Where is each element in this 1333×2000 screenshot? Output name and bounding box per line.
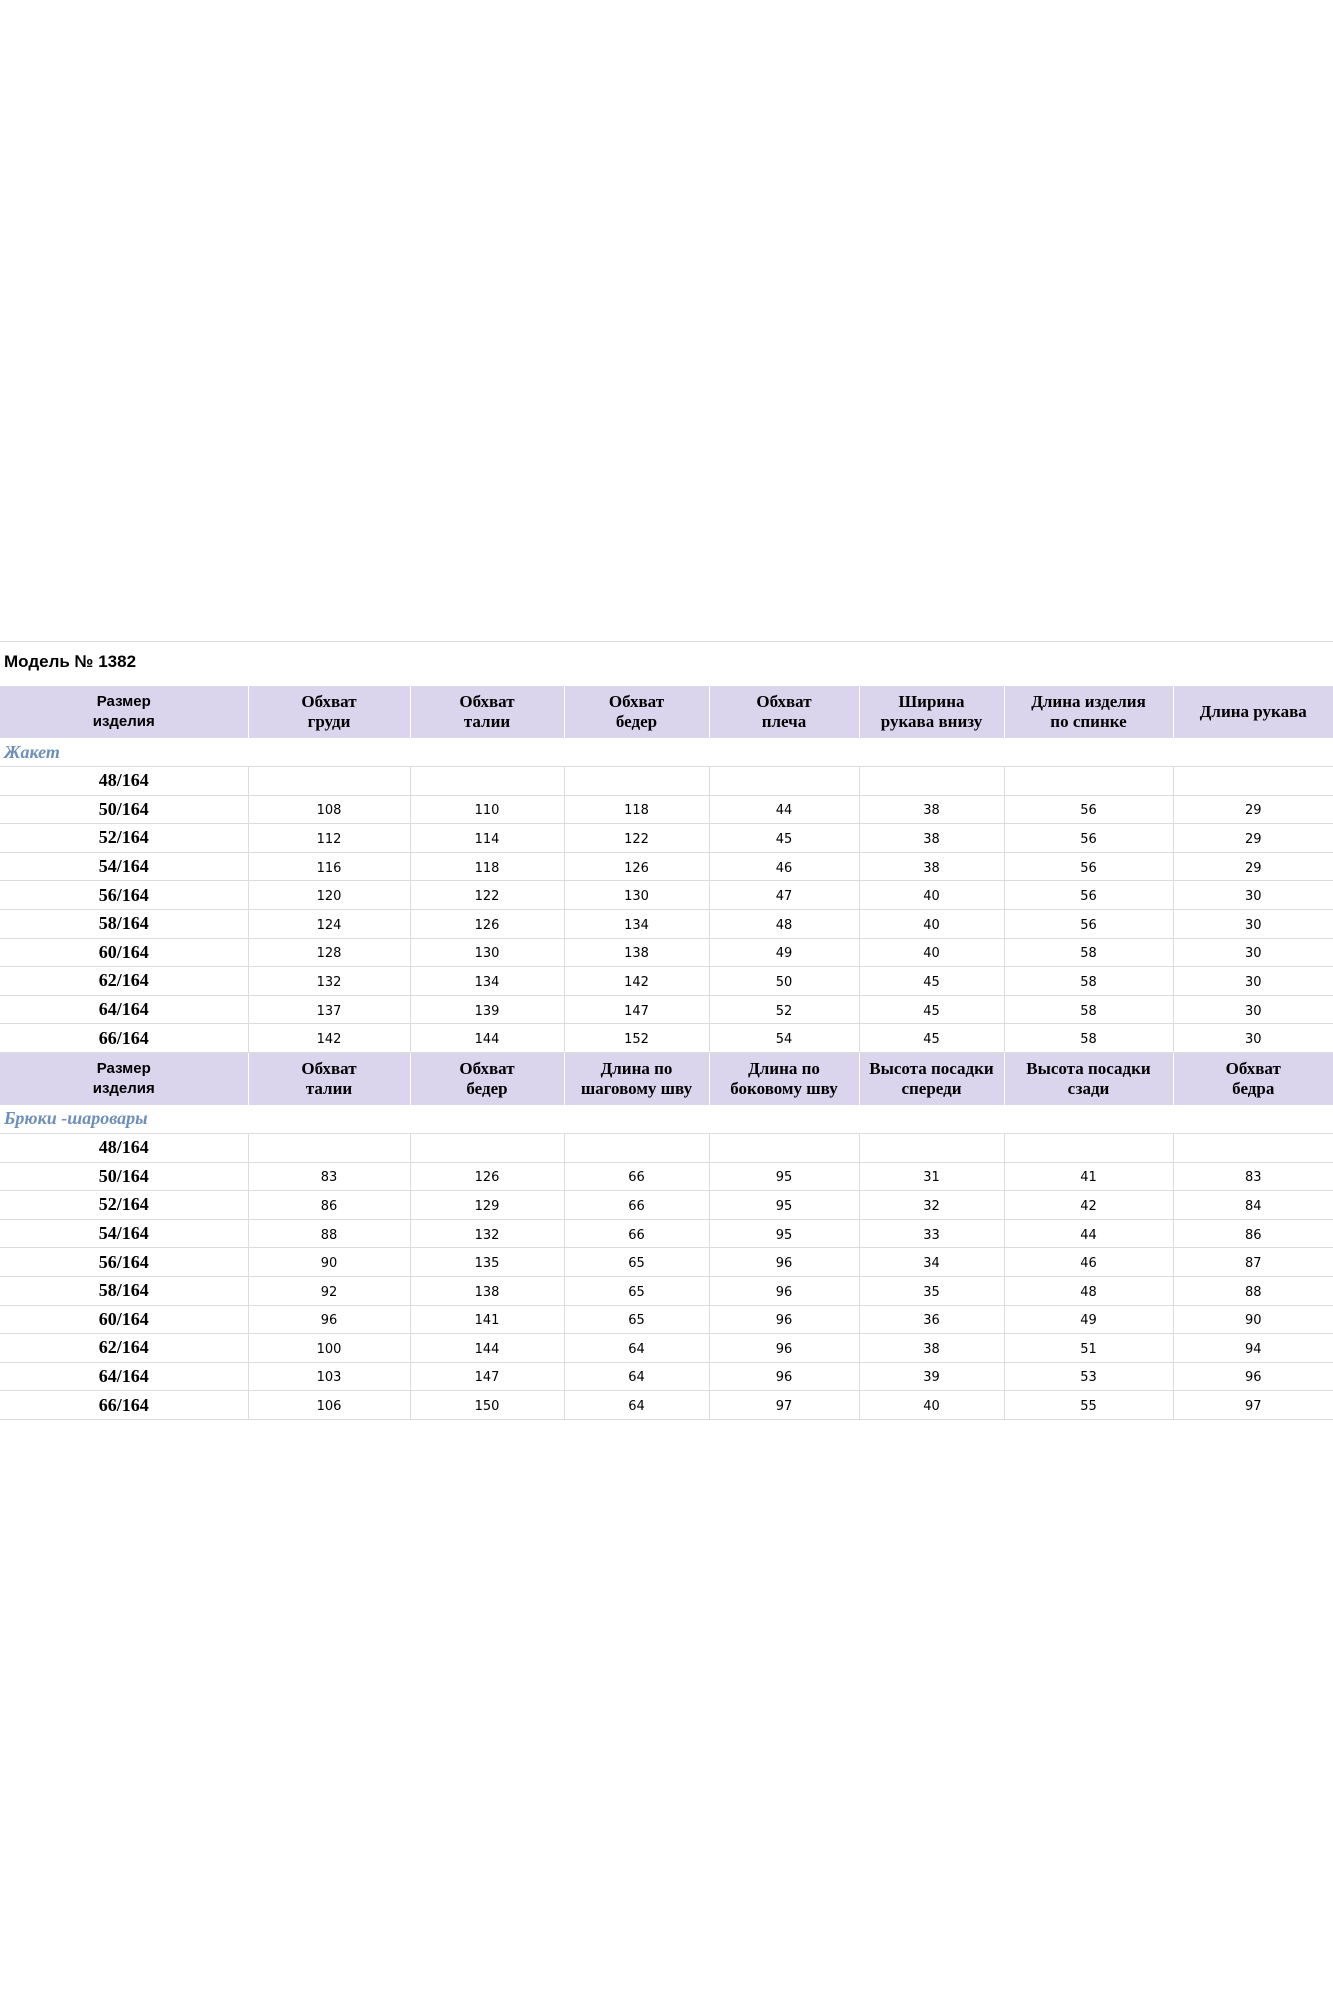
value-cell: 56 <box>1004 795 1173 824</box>
value-cell: 128 <box>248 938 410 967</box>
value-cell <box>1173 767 1333 796</box>
header-line: Обхват <box>301 1058 357 1078</box>
header-line: бедра <box>1232 1078 1275 1098</box>
value-cell: 87 <box>1173 1248 1333 1277</box>
value-cell: 132 <box>410 1219 564 1248</box>
value-cell: 30 <box>1173 881 1333 910</box>
table-row <box>0 967 1333 996</box>
table-row <box>0 1191 1333 1220</box>
value-cell <box>248 767 410 796</box>
value-cell: 45 <box>709 824 859 853</box>
value-cell: 41 <box>1004 1162 1173 1191</box>
value-cell: 137 <box>248 995 410 1024</box>
value-cell: 40 <box>859 938 1004 967</box>
value-cell: 35 <box>859 1276 1004 1305</box>
value-cell: 38 <box>859 1334 1004 1363</box>
header-cell <box>564 1052 709 1105</box>
value-cell: 96 <box>709 1276 859 1305</box>
size-cell: 56/164 <box>0 881 248 910</box>
value-cell: 141 <box>410 1305 564 1334</box>
value-cell: 97 <box>1173 1391 1333 1420</box>
header-line: Обхват <box>608 692 665 711</box>
value-cell <box>709 1133 859 1162</box>
value-cell: 92 <box>248 1276 410 1305</box>
header-size <box>0 1052 248 1105</box>
value-cell: 54 <box>709 1024 859 1053</box>
size-cell: 50/164 <box>0 795 248 824</box>
value-cell: 56 <box>1004 824 1173 853</box>
value-cell: 56 <box>1004 852 1173 881</box>
value-cell: 118 <box>564 795 709 824</box>
header-line: Длина рукава <box>1199 702 1307 721</box>
value-cell: 65 <box>564 1305 709 1334</box>
header-cell <box>1004 1052 1173 1105</box>
header-line: по спинке <box>1050 712 1127 731</box>
table-row <box>0 1305 1333 1334</box>
value-cell: 83 <box>248 1162 410 1191</box>
value-cell: 129 <box>410 1191 564 1220</box>
size-cell: 60/164 <box>0 1305 248 1334</box>
section-label: Брюки -шаровары <box>0 1105 1333 1134</box>
size-cell: 58/164 <box>0 1276 248 1305</box>
value-cell <box>564 1133 709 1162</box>
value-cell: 152 <box>564 1024 709 1053</box>
value-cell: 86 <box>1173 1219 1333 1248</box>
value-cell: 30 <box>1173 967 1333 996</box>
value-cell: 95 <box>709 1162 859 1191</box>
value-cell: 83 <box>1173 1162 1333 1191</box>
value-cell: 39 <box>859 1362 1004 1391</box>
header-line: рукава внизу <box>880 712 983 731</box>
value-cell: 147 <box>564 995 709 1024</box>
value-cell: 97 <box>709 1391 859 1420</box>
value-cell <box>1004 767 1173 796</box>
value-cell: 84 <box>1173 1191 1333 1220</box>
value-cell: 106 <box>248 1391 410 1420</box>
value-cell: 86 <box>248 1191 410 1220</box>
header-row <box>0 1052 1333 1105</box>
header-cell <box>564 686 709 738</box>
header-line: боковому шву <box>730 1078 838 1098</box>
table-row <box>0 909 1333 938</box>
value-cell: 126 <box>410 909 564 938</box>
header-cell <box>859 1052 1004 1105</box>
table-row <box>0 795 1333 824</box>
table-row <box>0 1276 1333 1305</box>
header-line: Высота посадки <box>1026 1058 1151 1078</box>
header-line: сзади <box>1067 1078 1110 1098</box>
table-row <box>0 881 1333 910</box>
size-cell: 62/164 <box>0 967 248 996</box>
header-cell <box>709 686 859 738</box>
size-cell: 64/164 <box>0 995 248 1024</box>
size-cell: 54/164 <box>0 1219 248 1248</box>
header-line: бедер <box>615 712 658 731</box>
value-cell: 55 <box>1004 1391 1173 1420</box>
value-cell: 36 <box>859 1305 1004 1334</box>
header-line: Обхват <box>459 692 515 711</box>
value-cell: 29 <box>1173 824 1333 853</box>
header-line: Длина изделия <box>1031 692 1146 711</box>
value-cell: 29 <box>1173 795 1333 824</box>
header-row <box>0 686 1333 738</box>
header-cell <box>410 686 564 738</box>
header-line: талии <box>463 712 511 731</box>
value-cell: 58 <box>1004 1024 1173 1053</box>
value-cell: 49 <box>1004 1305 1173 1334</box>
header-line: шаговому шву <box>580 1078 693 1098</box>
value-cell: 94 <box>1173 1334 1333 1363</box>
value-cell: 51 <box>1004 1334 1173 1363</box>
value-cell: 134 <box>410 967 564 996</box>
value-cell: 100 <box>248 1334 410 1363</box>
value-cell: 29 <box>1173 852 1333 881</box>
value-cell: 150 <box>410 1391 564 1420</box>
value-cell: 38 <box>859 824 1004 853</box>
value-cell: 44 <box>709 795 859 824</box>
header-cell <box>1173 1052 1333 1105</box>
header-line: Длина по <box>748 1058 820 1078</box>
value-cell: 103 <box>248 1362 410 1391</box>
size-cell: 54/164 <box>0 852 248 881</box>
value-cell: 96 <box>248 1305 410 1334</box>
size-cell: 50/164 <box>0 1162 248 1191</box>
value-cell: 135 <box>410 1248 564 1277</box>
value-cell: 33 <box>859 1219 1004 1248</box>
value-cell: 66 <box>564 1162 709 1191</box>
size-cell: 66/164 <box>0 1391 248 1420</box>
value-cell: 42 <box>1004 1191 1173 1220</box>
section-row <box>0 738 1333 767</box>
table-row <box>0 1219 1333 1248</box>
value-cell: 30 <box>1173 995 1333 1024</box>
size-cell: 60/164 <box>0 938 248 967</box>
header-line: спереди <box>901 1078 962 1098</box>
value-cell: 58 <box>1004 938 1173 967</box>
value-cell <box>248 1133 410 1162</box>
value-cell <box>410 1133 564 1162</box>
value-cell: 45 <box>859 1024 1004 1053</box>
size-cell: 62/164 <box>0 1334 248 1363</box>
header-line: Обхват <box>459 1058 515 1078</box>
value-cell: 114 <box>410 824 564 853</box>
size-cell: 58/164 <box>0 909 248 938</box>
value-cell: 142 <box>248 1024 410 1053</box>
value-cell: 44 <box>1004 1219 1173 1248</box>
value-cell: 90 <box>248 1248 410 1277</box>
table-row <box>0 767 1333 796</box>
value-cell: 95 <box>709 1191 859 1220</box>
section-row <box>0 1105 1333 1134</box>
value-cell: 96 <box>1173 1362 1333 1391</box>
value-cell: 130 <box>564 881 709 910</box>
header-line: Размер <box>96 1059 151 1077</box>
value-cell: 65 <box>564 1248 709 1277</box>
size-cell: 48/164 <box>0 1133 248 1162</box>
value-cell: 46 <box>1004 1248 1173 1277</box>
value-cell: 126 <box>564 852 709 881</box>
value-cell: 116 <box>248 852 410 881</box>
value-cell: 144 <box>410 1024 564 1053</box>
value-cell: 118 <box>410 852 564 881</box>
value-cell: 38 <box>859 852 1004 881</box>
header-line: изделия <box>92 713 155 730</box>
header-cell <box>709 1052 859 1105</box>
header-line: изделия <box>92 1079 155 1097</box>
value-cell: 48 <box>1004 1276 1173 1305</box>
header-cell <box>410 1052 564 1105</box>
value-cell <box>709 767 859 796</box>
value-cell: 96 <box>709 1334 859 1363</box>
value-cell: 138 <box>410 1276 564 1305</box>
value-cell: 40 <box>859 1391 1004 1420</box>
section-label: Жакет <box>0 738 1333 767</box>
value-cell: 64 <box>564 1362 709 1391</box>
table-row <box>0 1248 1333 1277</box>
value-cell: 65 <box>564 1276 709 1305</box>
value-cell: 122 <box>410 881 564 910</box>
value-cell: 96 <box>709 1248 859 1277</box>
value-cell: 88 <box>1173 1276 1333 1305</box>
value-cell: 139 <box>410 995 564 1024</box>
value-cell: 30 <box>1173 938 1333 967</box>
value-cell: 64 <box>564 1391 709 1420</box>
table-row <box>0 938 1333 967</box>
value-cell: 130 <box>410 938 564 967</box>
value-cell: 40 <box>859 909 1004 938</box>
value-cell: 50 <box>709 967 859 996</box>
value-cell: 142 <box>564 967 709 996</box>
model-title: Модель № 1382 <box>4 652 137 671</box>
value-cell: 126 <box>410 1162 564 1191</box>
table-row <box>0 995 1333 1024</box>
value-cell: 52 <box>709 995 859 1024</box>
value-cell: 120 <box>248 881 410 910</box>
size-cell: 66/164 <box>0 1024 248 1053</box>
value-cell: 108 <box>248 795 410 824</box>
value-cell: 66 <box>564 1191 709 1220</box>
header-line: груди <box>307 712 351 731</box>
header-line: талии <box>305 1078 353 1098</box>
header-size <box>0 686 248 738</box>
value-cell: 112 <box>248 824 410 853</box>
value-cell: 30 <box>1173 909 1333 938</box>
header-cell <box>1173 686 1333 738</box>
value-cell: 32 <box>859 1191 1004 1220</box>
value-cell: 30 <box>1173 1024 1333 1053</box>
value-cell: 132 <box>248 967 410 996</box>
size-chart <box>0 641 1333 1420</box>
value-cell <box>859 1133 1004 1162</box>
value-cell: 64 <box>564 1334 709 1363</box>
value-cell: 45 <box>859 995 1004 1024</box>
size-table <box>0 686 1333 1420</box>
value-cell: 58 <box>1004 995 1173 1024</box>
header-line: Обхват <box>756 692 812 711</box>
header-line: бедер <box>466 1078 508 1098</box>
value-cell <box>564 767 709 796</box>
size-cell: 64/164 <box>0 1362 248 1391</box>
value-cell: 122 <box>564 824 709 853</box>
value-cell: 34 <box>859 1248 1004 1277</box>
value-cell: 49 <box>709 938 859 967</box>
header-cell <box>248 686 410 738</box>
value-cell: 40 <box>859 881 1004 910</box>
value-cell <box>410 767 564 796</box>
value-cell: 134 <box>564 909 709 938</box>
value-cell: 88 <box>248 1219 410 1248</box>
header-cell <box>248 1052 410 1105</box>
value-cell <box>859 767 1004 796</box>
value-cell: 46 <box>709 852 859 881</box>
value-cell: 90 <box>1173 1305 1333 1334</box>
header-cell <box>1004 686 1173 738</box>
header-line: Ширина <box>898 692 965 711</box>
header-cell <box>859 686 1004 738</box>
table-row <box>0 1391 1333 1420</box>
value-cell: 66 <box>564 1219 709 1248</box>
value-cell <box>1004 1133 1173 1162</box>
size-cell: 52/164 <box>0 824 248 853</box>
value-cell: 144 <box>410 1334 564 1363</box>
size-cell: 56/164 <box>0 1248 248 1277</box>
table-row <box>0 1162 1333 1191</box>
value-cell: 48 <box>709 909 859 938</box>
size-cell: 52/164 <box>0 1191 248 1220</box>
value-cell: 38 <box>859 795 1004 824</box>
header-line: Длина по <box>600 1058 673 1078</box>
value-cell: 138 <box>564 938 709 967</box>
value-cell: 96 <box>709 1305 859 1334</box>
value-cell: 110 <box>410 795 564 824</box>
table-row <box>0 852 1333 881</box>
value-cell: 56 <box>1004 909 1173 938</box>
value-cell: 56 <box>1004 881 1173 910</box>
value-cell: 147 <box>410 1362 564 1391</box>
table-row <box>0 1362 1333 1391</box>
value-cell: 96 <box>709 1362 859 1391</box>
header-line: плеча <box>761 712 807 731</box>
header-line: Обхват <box>301 692 357 711</box>
header-line: Высота посадки <box>869 1058 994 1078</box>
value-cell: 45 <box>859 967 1004 996</box>
header-line: Размер <box>96 693 151 710</box>
table-row <box>0 824 1333 853</box>
value-cell: 58 <box>1004 967 1173 996</box>
value-cell: 124 <box>248 909 410 938</box>
table-row <box>0 1024 1333 1053</box>
table-row <box>0 1133 1333 1162</box>
table-row <box>0 1334 1333 1363</box>
size-cell: 48/164 <box>0 767 248 796</box>
value-cell: 31 <box>859 1162 1004 1191</box>
value-cell <box>1173 1133 1333 1162</box>
header-line: Обхват <box>1225 1058 1281 1078</box>
value-cell: 95 <box>709 1219 859 1248</box>
value-cell: 53 <box>1004 1362 1173 1391</box>
value-cell: 47 <box>709 881 859 910</box>
